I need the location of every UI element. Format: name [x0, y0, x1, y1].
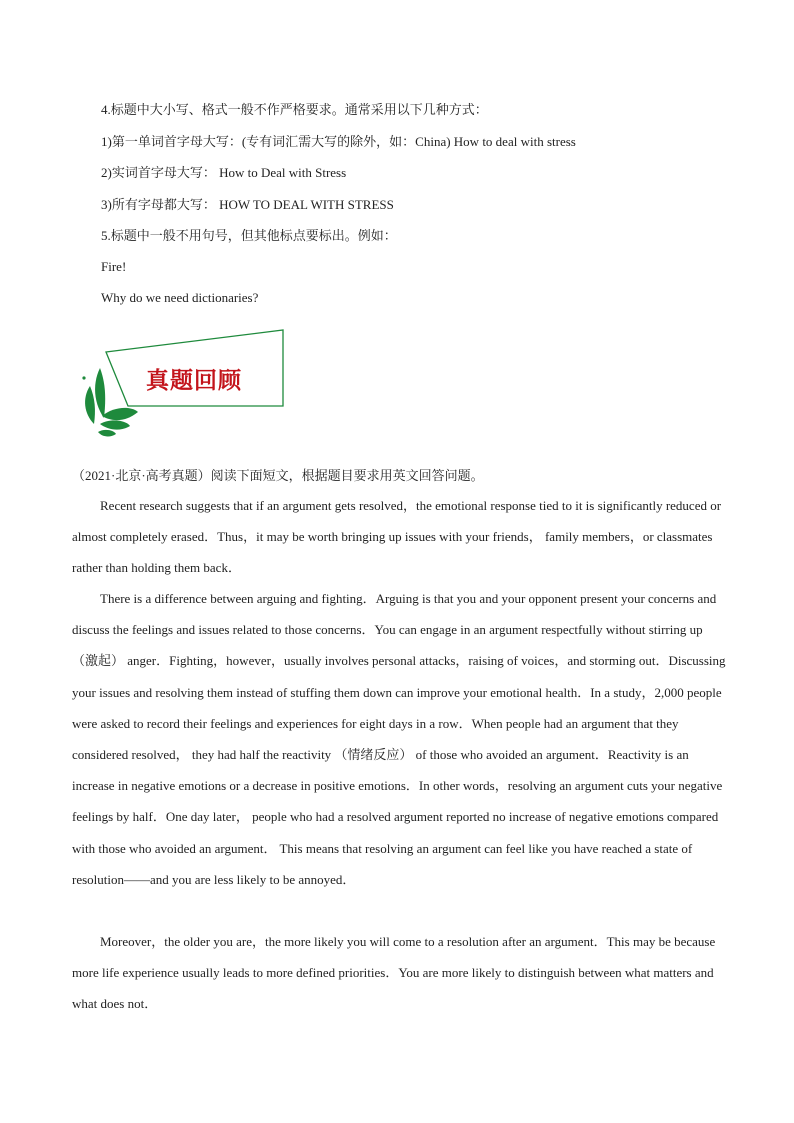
rule-5: 5.标题中一般不用句号，但其他标点要标出。例如：: [101, 228, 397, 243]
leaf-icon: [98, 430, 116, 437]
paragraph-2: There is a difference between arguing and fighting．Arguing is that you and your opponent present your concerns and discuss the feelings and issues related to those concerns．You can engage in an argument respectfully without stirring up（激起） anger．Fighting，however，usually involves personal attacks，raising of voices，and storming out．Discussing your issues and resolving them instead of stuffing them down can improve your emotional health．In a study，2,000 people were asked to record their feelings and experiences for eight days in a row．When people had an argument that they considered resolved， they had half the reactivity （情绪反应） of those who avoided an argument．Reactivity is an increase in negative emotions or a decrease in positive emotions．In other words，resolving an argument cuts your negative feelings by half．One day later， people who had a resolved argument reported no increase of negative emotions compared with those who avoided an argument． This means that resolving an argument can feel like you have reached a state of resolution——and you are less likely to be annoyed．: [72, 591, 726, 887]
example-2: Why do we need dictionaries?: [101, 290, 259, 305]
example-1: Fire!: [101, 259, 127, 274]
paragraph-3: Moreover，the older you are，the more likely you will come to a resolution after an argument．This may be because more life experience usually leads to more defined priorities．You are more likely to distinguish between what matters and what does not．: [72, 934, 716, 1012]
rule-4-option-1: 1)第一单词首字母大写：(专有词汇需大写的除外，如：China) How to deal with stress: [101, 134, 576, 149]
rule-4-option-2: 2)实词首字母大写： How to Deal with Stress: [101, 165, 347, 180]
leaf-icon: [95, 368, 105, 418]
leaf-icon: [100, 420, 130, 429]
rule-4: 4.标题中大小写、格式一般不作严格要求。通常采用以下几种方式：: [101, 102, 488, 117]
rule-4-option-3: 3)所有字母都大写： HOW TO DEAL WITH STRESS: [101, 197, 394, 212]
task-intro: （2021·北京·高考真题）阅读下面短文，根据题目要求用英文回答问题。: [72, 468, 484, 483]
leaf-icon: [102, 408, 138, 420]
paragraph-1: Recent research suggests that if an argument gets resolved，the emotional response tied to it is significantly reduced or almost completely erased．Thus，it may be worth bringing up issues with your friends， family members，or classmates rather than holding them back．: [72, 498, 722, 576]
leaf-icon: [85, 386, 95, 424]
section-title: 真题回顾: [146, 368, 242, 394]
dot-icon: [82, 376, 85, 379]
